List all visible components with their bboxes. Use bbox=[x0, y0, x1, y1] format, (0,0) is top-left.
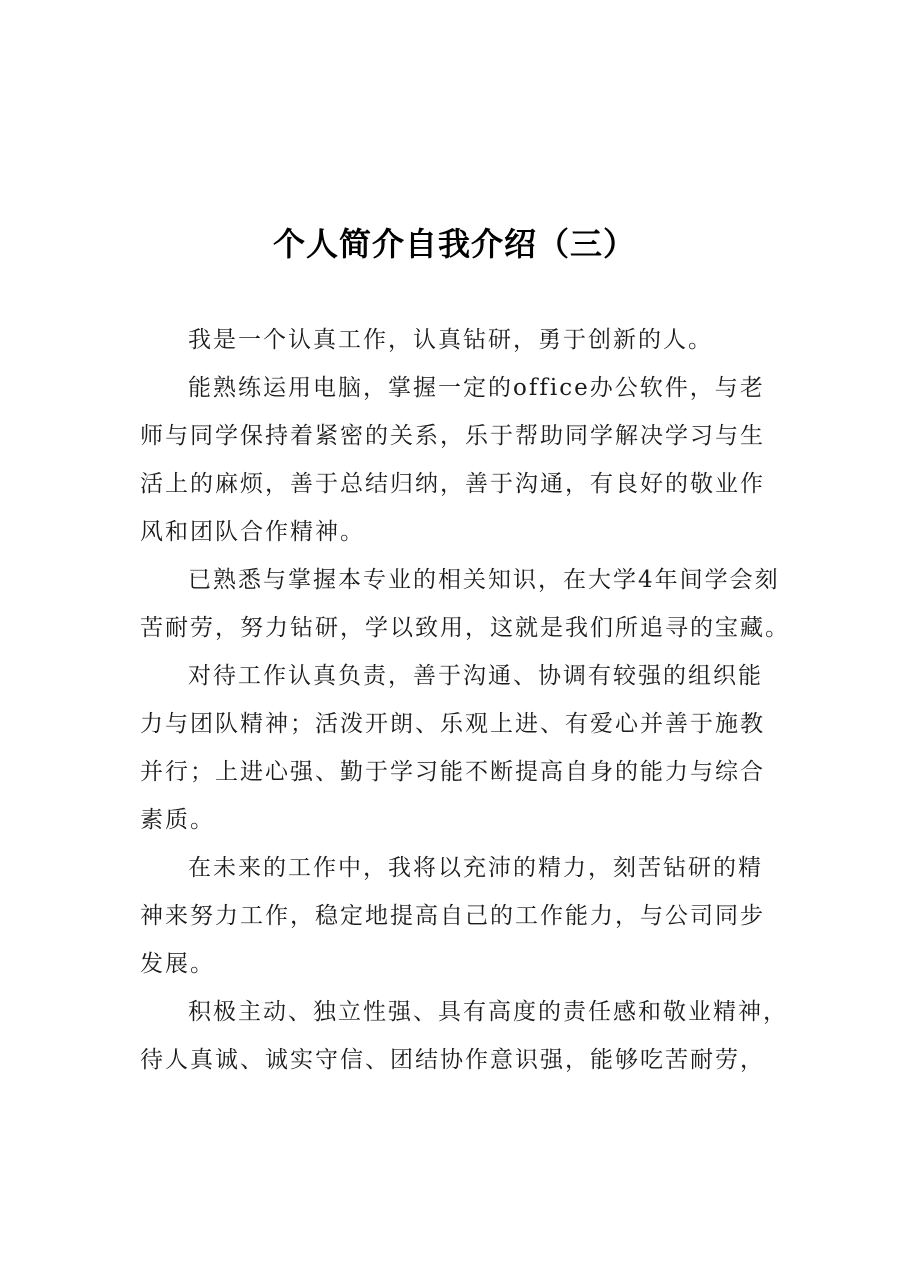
text-line: 活上的麻烦，善于总结归纳，善于沟通，有良好的敬业作 bbox=[140, 471, 765, 497]
text-line: 发展。 bbox=[140, 951, 215, 977]
paragraph-5 bbox=[140, 844, 772, 988]
document-body bbox=[140, 316, 790, 1084]
text-line: 待人真诚、诚实守信、团结协作意识强，能够吃苦耐劳， bbox=[140, 1047, 765, 1073]
text-line: 风和团队合作精神。 bbox=[140, 519, 365, 545]
text-line: 在未来的工作中，我将以充沛的精力，刻苦钻研的精 bbox=[188, 855, 763, 881]
text-line: 并行；上进心强、勤于学习能不断提高自身的能力与综合 bbox=[140, 759, 765, 785]
paragraph-4 bbox=[140, 652, 772, 844]
text-line: 积极主动、独立性强、具有高度的责任感和敬业精神， bbox=[188, 999, 788, 1025]
text-line: 对待工作认真负责，善于沟通、协调有较强的组织能 bbox=[188, 663, 763, 689]
text-line: 神来努力工作，稳定地提高自己的工作能力，与公司同步 bbox=[140, 903, 765, 929]
page-title: 个人简介自我介绍（三） bbox=[272, 225, 636, 263]
paragraph-1 bbox=[140, 316, 772, 364]
text-line: 能熟练运用电脑，掌握一定的office办公软件，与老 bbox=[188, 375, 765, 401]
paragraph-3 bbox=[140, 556, 790, 652]
text-line: 素质。 bbox=[140, 807, 215, 833]
paragraph-6 bbox=[140, 988, 788, 1084]
paragraph-2 bbox=[140, 364, 772, 556]
text-line: 师与同学保持着紧密的关系，乐于帮助同学解决学习与生 bbox=[140, 423, 765, 449]
text-line: 力与团队精神；活泼开朗、乐观上进、有爱心并善于施教 bbox=[140, 711, 765, 737]
text-line: 我是一个认真工作，认真钻研，勇于创新的人。 bbox=[188, 327, 713, 353]
text-line: 已熟悉与掌握本专业的相关知识，在大学4年间学会刻 bbox=[188, 567, 780, 593]
text-line: 苦耐劳，努力钻研，学以致用，这就是我们所追寻的宝藏。 bbox=[140, 615, 790, 641]
